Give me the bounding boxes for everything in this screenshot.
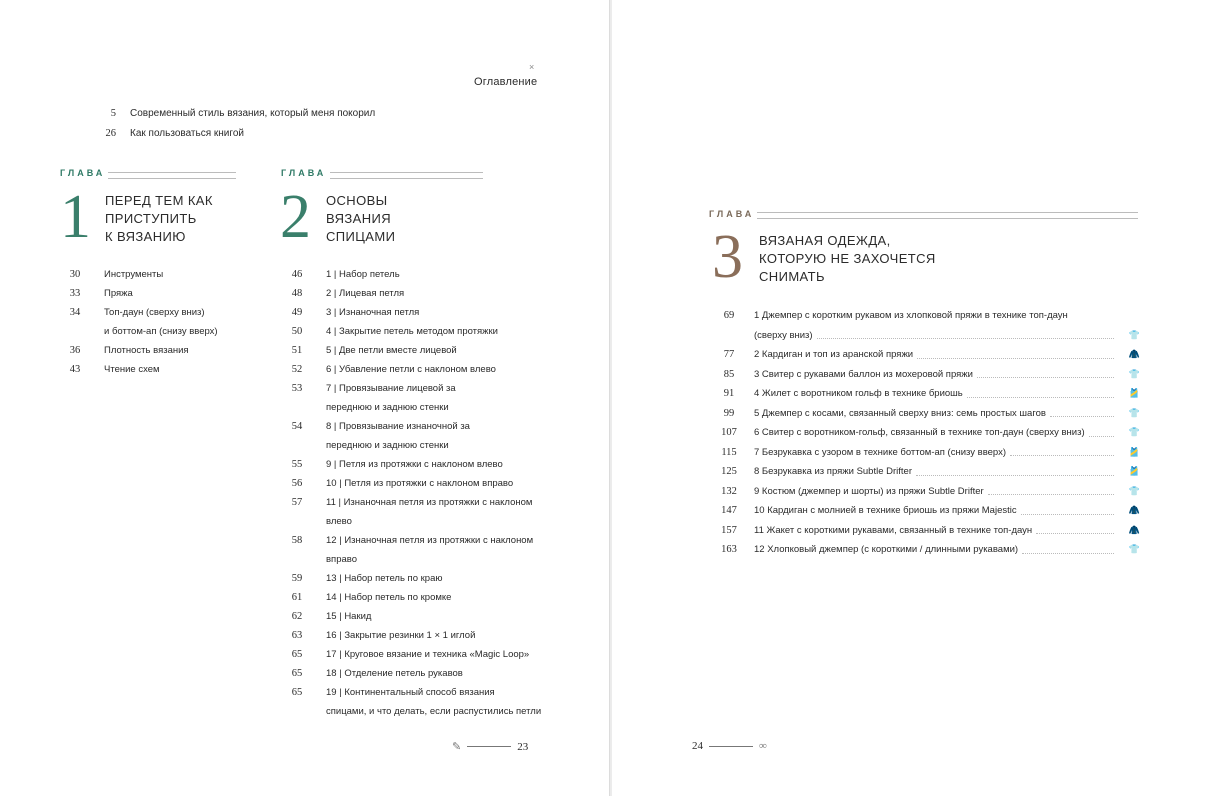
toc-page-number: 53: [291, 383, 303, 394]
chapter1-rule: [108, 172, 236, 179]
dot-leader: [917, 358, 1114, 359]
toc-entry: [714, 521, 1140, 541]
dot-leader: [1010, 455, 1114, 456]
toc-entry-text: 9 Костюм (джемпер и шорты) из пряжи Subtle Drifter: [754, 485, 984, 497]
left-page: [0, 0, 610, 796]
toc-entry-text: и боттом-ап (снизу вверх): [104, 326, 218, 337]
toc-page-number: 163: [721, 544, 737, 555]
intro-item: 5 Современный стиль вязания, который меня покорил: [110, 108, 376, 119]
toc-page-number: 85: [723, 368, 735, 380]
toc-entry: [282, 360, 541, 379]
toc-entry-text: переднюю и заднюю стенки: [326, 440, 449, 451]
toc-page-number: 33: [69, 288, 81, 299]
toc-entry: [282, 683, 541, 702]
toc-entry: [62, 322, 218, 341]
dot-leader: [1021, 514, 1114, 515]
toc-entry: [282, 702, 541, 721]
toc-entry: [282, 550, 541, 569]
toc-page-number: 115: [721, 446, 737, 458]
pen-icon: ✎: [452, 741, 462, 753]
page-number: 23: [517, 740, 529, 753]
chapter2-list: [282, 265, 541, 721]
chapter3-rule: [757, 212, 1138, 219]
toc-page-number: 77: [723, 349, 735, 360]
toc-entry: [282, 455, 541, 474]
right-page: [612, 0, 1223, 796]
toc-entry: [714, 423, 1140, 443]
toc-entry-text: Инструменты: [104, 269, 164, 280]
toc-entry: [282, 474, 541, 493]
toc-entry: [282, 284, 541, 303]
toc-entry: [62, 265, 218, 284]
toc-entry: [62, 303, 218, 322]
chapter3-number: 3: [712, 223, 743, 291]
page-title: Оглавление: [474, 76, 538, 88]
toc-entry-text: 9 | Петля из протяжки с наклоном влево: [326, 459, 503, 470]
toc-entry: [282, 322, 541, 341]
toc-entry: [714, 540, 1140, 560]
toc-entry-text: 16 | Закрытие резинки 1 × 1 иглой: [326, 630, 476, 641]
left-footer: [452, 740, 528, 753]
toc-page-number: 58: [291, 535, 303, 546]
toc-page-number: 107: [721, 427, 737, 438]
toc-page-number: [282, 702, 312, 721]
toc-entry: [62, 360, 218, 379]
garment-icon: 🎽: [1128, 466, 1140, 476]
toc-entry: [714, 482, 1140, 502]
toc-page-number: 56: [291, 478, 303, 489]
chapter3-list: [714, 306, 1140, 560]
toc-entry-text: 3 | Изнаночная петля: [326, 307, 420, 318]
toc-entry: [714, 501, 1140, 521]
dot-leader: [967, 397, 1114, 398]
toc-page-number: [282, 436, 312, 455]
toc-entry: [282, 607, 541, 626]
toc-page-number: 157: [721, 524, 737, 536]
toc-page-number: 30: [69, 269, 81, 280]
toc-entry-text: 12 Хлопковый джемпер (с короткими / длинными рукавами): [754, 544, 1019, 555]
toc-page-number: 65: [291, 668, 303, 679]
garment-icon: 👕: [1128, 329, 1140, 340]
toc-entry-text: 2 Кардиган и топ из аранской пряжи: [754, 349, 914, 360]
dot-leader: [817, 338, 1114, 339]
garment-icon: 🧥: [1128, 349, 1140, 359]
toc-entry-text: влево: [326, 516, 352, 527]
toc-entry-text: 4 | Закрытие петель методом протяжки: [326, 326, 498, 337]
toc-page-number: 61: [291, 592, 303, 603]
toc-entry-text: 11 Жакет с короткими рукавами, связанный в технике топ-даун: [754, 524, 1033, 536]
toc-entry-text: Топ-даун (сверху вниз): [104, 307, 205, 318]
toc-page-number: 69: [723, 310, 735, 321]
toc-page-number: 57: [291, 497, 303, 508]
toc-entry-text: 19 | Континентальный способ вязания: [326, 687, 495, 698]
toc-entry: [282, 417, 541, 436]
page-number: 24: [692, 740, 703, 752]
garment-icon: 👕: [1128, 427, 1140, 437]
infinity-icon: ∞: [759, 740, 767, 752]
toc-entry: [714, 462, 1140, 482]
toc-entry-text: 7 | Провязывание лицевой за: [326, 383, 456, 394]
toc-entry: [282, 664, 541, 683]
toc-entry: [714, 365, 1140, 385]
toc-entry-text: 5 Джемпер с косами, связанный сверху вниз: семь простых шагов: [754, 407, 1046, 419]
garment-icon: 👕: [1128, 544, 1140, 554]
toc-entry-text: 11 | Изнаночная петля из протяжки с наклоном: [326, 497, 533, 508]
toc-entry-text: 1 Джемпер с коротким рукавом из хлопковой пряжи в технике топ-даун: [754, 310, 1068, 321]
toc-entry: [714, 326, 1140, 346]
toc-entry-text: 8 Безрукавка из пряжи Subtle Drifter: [754, 466, 913, 477]
toc-page-number: 91: [723, 388, 735, 399]
toc-entry: [282, 436, 541, 455]
toc-page-number: 132: [721, 485, 737, 497]
toc-page-number: 65: [291, 687, 303, 698]
dot-leader: [1050, 416, 1114, 417]
toc-entry-text: 18 | Отделение петель рукавов: [326, 668, 463, 679]
toc-entry-text: 13 | Набор петель по краю: [326, 573, 443, 584]
right-footer: [692, 740, 767, 752]
toc-page-number: [282, 398, 312, 417]
toc-page-number: [282, 512, 312, 531]
toc-entry: [714, 384, 1140, 404]
toc-entry: [282, 569, 541, 588]
chapter1-number: 1: [60, 183, 91, 251]
toc-entry-text: 14 | Набор петель по кромке: [326, 592, 452, 603]
toc-page-number: 63: [291, 630, 303, 641]
toc-page-number: 99: [723, 407, 735, 419]
toc-entry-text: 6 | Убавление петли с наклоном влево: [326, 364, 496, 375]
toc-entry-text: 8 | Провязывание изнаночной за: [326, 421, 470, 432]
toc-page-number: 52: [291, 364, 303, 375]
garment-icon: 👕: [1128, 485, 1140, 496]
close-mark: ×: [529, 62, 535, 72]
toc-entry-text: 1 | Набор петель: [326, 269, 400, 280]
toc-page-number: 48: [291, 288, 303, 299]
toc-page-number: 34: [69, 307, 81, 318]
toc-entry: [282, 265, 541, 284]
toc-page-number: 147: [721, 505, 737, 516]
chapter1-list: [62, 265, 218, 379]
chapter3-label: ГЛАВА: [709, 209, 755, 219]
garment-icon: 👕: [1128, 368, 1140, 379]
toc-page-number: [282, 550, 312, 569]
toc-entry-text: переднюю и заднюю стенки: [326, 402, 449, 413]
chapter1-title: ПЕРЕД ТЕМ КАК ПРИСТУПИТЬ К ВЯЗАНИЮ: [105, 193, 213, 244]
toc-page-number: 50: [291, 326, 303, 337]
toc-entry-text: 10 Кардиган с молнией в технике бриошь из пряжи Majestic: [754, 505, 1017, 516]
toc-entry: [714, 443, 1140, 463]
toc-page-number: 125: [721, 466, 737, 477]
toc-entry-text: 6 Свитер с воротником-гольф, связанный в технике топ-даун (сверху вниз): [754, 427, 1085, 438]
toc-page-number: 59: [291, 573, 303, 584]
toc-entry-text: Пряжа: [104, 288, 133, 299]
toc-entry-text: 4 Жилет с воротником гольф в технике бриошь: [754, 388, 963, 399]
garment-icon: 🎽: [1128, 388, 1140, 398]
chapter3-title: ВЯЗАНАЯ ОДЕЖДА, КОТОРУЮ НЕ ЗАХОЧЕТСЯ СНИМАТЬ: [759, 233, 936, 284]
toc-entry: [714, 345, 1140, 365]
toc-entry: [282, 493, 541, 512]
dot-leader: [988, 494, 1114, 495]
garment-icon: 🧥: [1128, 505, 1140, 515]
toc-page-number: 51: [291, 345, 303, 356]
toc-page-number: [62, 322, 88, 341]
toc-entry-text: 2 | Лицевая петля: [326, 288, 405, 299]
toc-entry-text: 10 | Петля из протяжки с наклоном вправо: [326, 478, 514, 489]
toc-entry-text: спицами, и что делать, если распустились петли: [326, 706, 542, 717]
toc-entry: [714, 404, 1140, 424]
toc-entry-text: 12 | Изнаночная петля из протяжки с наклоном: [326, 535, 534, 546]
toc-entry: [282, 588, 541, 607]
toc-page-number: 54: [291, 421, 303, 432]
chapter2-number: 2: [280, 183, 311, 251]
toc-page-number: 65: [291, 649, 303, 660]
dot-leader: [916, 475, 1114, 476]
toc-page-number: 46: [291, 269, 303, 280]
toc-entry-text: Чтение схем: [104, 364, 160, 375]
toc-page-number: 49: [291, 307, 303, 318]
intro-item: 26 Как пользоваться книгой: [105, 128, 244, 139]
toc-entry-text: 3 Свитер с рукавами баллон из мохеровой пряжи: [754, 368, 973, 380]
toc-page-number: 36: [69, 345, 81, 356]
toc-entry-text: (сверху вниз): [754, 329, 813, 341]
toc-entry: [282, 531, 541, 550]
garment-icon: 🧥: [1128, 524, 1140, 535]
chapter1-label: ГЛАВА: [60, 168, 106, 178]
dot-leader: [1022, 553, 1114, 554]
toc-entry-text: Плотность вязания: [104, 345, 189, 356]
garment-icon: 👕: [1128, 407, 1140, 418]
toc-entry: [62, 284, 218, 303]
toc-entry: [282, 341, 541, 360]
toc-entry: [282, 398, 541, 417]
toc-entry-text: вправо: [326, 554, 357, 565]
dot-leader: [1036, 533, 1114, 534]
toc-entry: [282, 626, 541, 645]
toc-entry: [282, 512, 541, 531]
toc-entry: [282, 645, 541, 664]
toc-entry: [714, 306, 1140, 326]
toc-entry: [282, 303, 541, 322]
chapter2-rule: [330, 172, 483, 179]
garment-icon: 🎽: [1128, 446, 1140, 457]
toc-entry: [282, 379, 541, 398]
toc-entry-text: 7 Безрукавка с узором в технике боттом-ап (снизу вверх): [754, 446, 1007, 458]
dot-leader: [1089, 436, 1114, 437]
toc-entry-text: 17 | Круговое вязание и техника «Magic Loop»: [326, 649, 530, 660]
chapter2-title: ОСНОВЫ ВЯЗАНИЯ СПИЦАМИ: [326, 193, 396, 244]
toc-page-number: 43: [69, 364, 81, 375]
toc-entry-text: 15 | Накид: [326, 611, 372, 622]
toc-entry-text: 5 | Две петли вместе лицевой: [326, 345, 457, 356]
chapter2-label: ГЛАВА: [281, 168, 327, 178]
toc-page-number: 55: [291, 459, 303, 470]
toc-entry: [62, 341, 218, 360]
dot-leader: [977, 377, 1114, 378]
toc-page-number: 62: [291, 611, 303, 622]
